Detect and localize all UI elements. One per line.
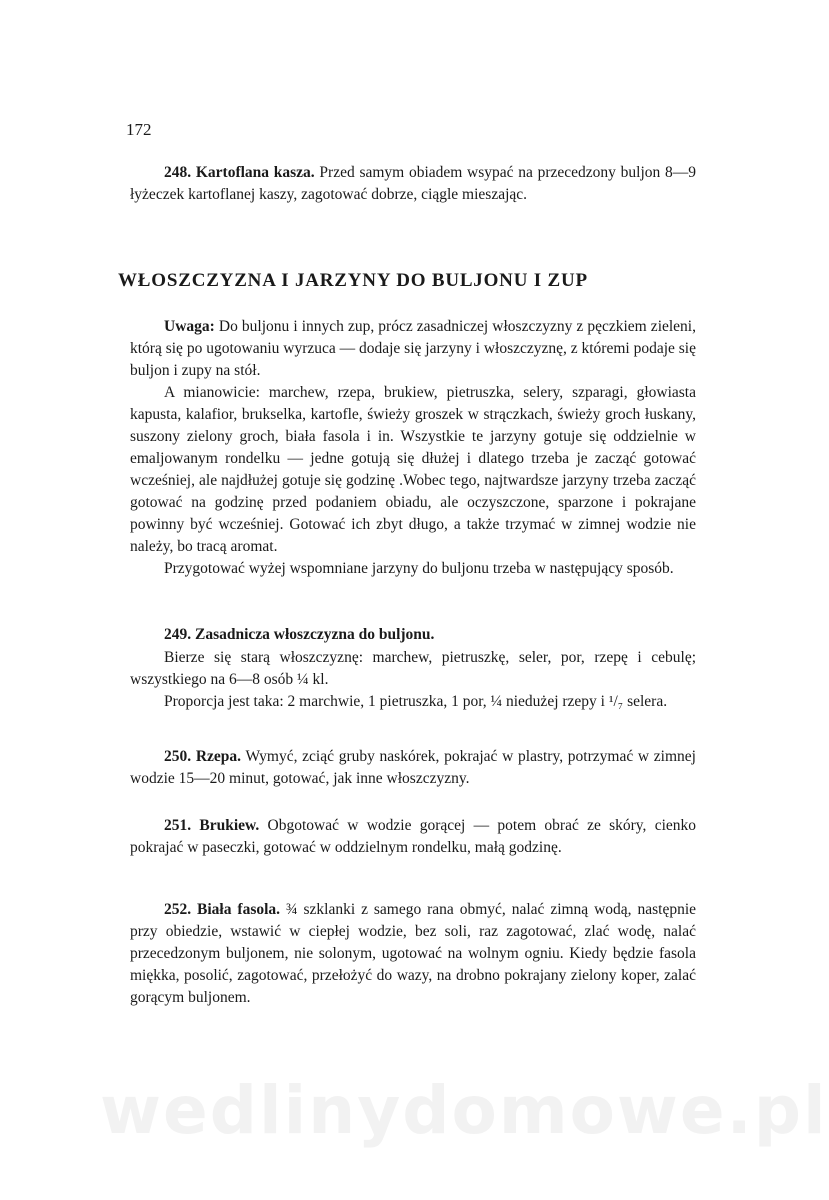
section-paragraph-2: A mianowicie: marchew, rzepa, brukiew, pietruszka, selery, szparagi, głowiasta kapusta, kalafior, brukselka, kartofle, świeży groszek w strączkach, świeży groch łuskany, suszony zielony groch, biała fasola i in. Wszystkie te jarzyny gotuje się oddzielnie w emaljowanym rondelku — jedne gotują się dłużej i dlatego trzeba je zacząć gotować wcześniej, ale najdłużej gotuje się godzinę .Wobec tego, najtwardsze jarzyny trzeba zacząć gotować na godzinę przed podaniem obiadu, ale oczyszczone, sparzone i pokrajane powinny być wcześniej. Gotować ich zbyt długo, a także trzymać w zimnej wodzie nie należy, bo tracą aromat.: [130, 384, 696, 555]
recipe-249-text-1: Bierze się starą włoszczyznę: marchew, pietruszkę, seler, por, rzepę i cebulę; wszystkiego na 6—8 osób ¼ kl.: [130, 649, 696, 688]
recipe-250-text: Wymyć, zciąć gruby naskórek, pokrajać w plastry, potrzymać w zimnej wodzie 15—20 minut, gotować, jak inne włoszczyzny.: [130, 748, 696, 787]
section-heading: WŁOSZCZYZNA I JARZYNY DO BULJONU I ZUP: [118, 270, 588, 291]
recipe-251: [130, 815, 696, 859]
recipe-252-title: 252. Biała fasola.: [164, 901, 281, 918]
page-number: 172: [126, 120, 152, 139]
recipe-250: [130, 746, 696, 790]
recipe-249-title: [130, 624, 696, 646]
section-paragraph-3: Przygotować wyżej wspomniane jarzyny do buljonu trzeba w następujący sposób.: [164, 560, 674, 577]
section-intro: [130, 316, 696, 580]
recipe-252-text: ¾ szklanki z samego rana obmyć, nalać zimną wodą, następnie przy obiedzie, wstawić w ciepłej wodzie, bez soli, raz zagotować, zlać wodę, nalać przecedzonym buljonem, nie solonym, ugotować na wolnym ogniu. Kiedy będzie fasola miękka, posolić, zagotować, przełożyć do wazy, na drobno pokrajany zielony koper, zalać gorącym buljonem.: [130, 901, 697, 1006]
recipe-250-title: 250. Rzepa.: [164, 748, 242, 765]
note-label: Uwaga:: [164, 318, 215, 335]
recipe-251-text: Obgotować w wodzie gorącej — potem obrać ze skóry, cienko pokrajać w paseczki, gotować w oddzielnym rondelku, małą godzinę.: [130, 817, 697, 856]
recipe-248-text: Przed samym obiadem wsypać na przecedzony buljon 8—9 łyżeczek kartoflanej kaszy, zagotować dobrze, ciągle mieszając.: [130, 164, 697, 203]
recipe-248: [130, 162, 696, 206]
note-text: Do buljonu i innych zup, prócz zasadniczej włoszczyzny z pęczkiem zieleni, którą się po ugotowaniu wyrzuca — dodaje się jarzyny i włoszczyznę, z któremi podaje się buljon i zupy na stół.: [130, 318, 696, 379]
recipe-248-title: 248. Kartoflana kasza.: [164, 164, 315, 181]
recipe-251-title: 251. Brukiew.: [164, 817, 260, 834]
recipe-249-title-text: 249. Zasadnicza włoszczyzna do buljonu.: [164, 626, 435, 643]
recipe-249-text-2: Proporcja jest taka: 2 marchwie, 1 pietruszka, 1 por, ¼ niedużej rzepy i ¹/₇ selera.: [164, 693, 668, 710]
watermark: wedlinydomowe.pl: [100, 1072, 828, 1149]
recipe-252: [130, 899, 696, 1009]
recipe-249-body: [130, 647, 696, 713]
